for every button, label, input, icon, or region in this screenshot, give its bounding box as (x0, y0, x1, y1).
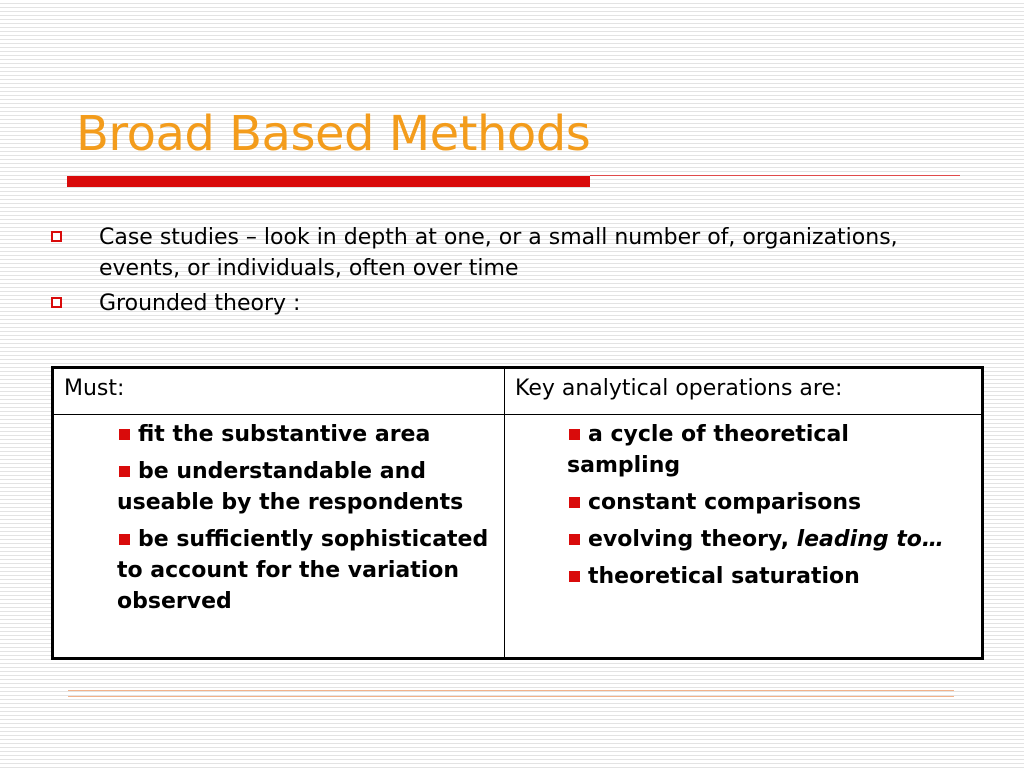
hollow-square-bullet-icon (51, 231, 62, 242)
bullet-grounded-theory (46, 288, 946, 319)
bullet-case-studies (46, 222, 946, 284)
item-text: fit the substantive area (138, 422, 431, 447)
footer-rule-top (68, 690, 954, 691)
list-item (567, 524, 969, 555)
filled-square-bullet-icon (119, 534, 130, 545)
footer-rule-bottom (68, 696, 954, 697)
list-item (567, 561, 969, 592)
item-text: evolving theory, (588, 527, 797, 552)
title-underline-bar (67, 176, 590, 187)
title-underline-rule (590, 175, 960, 176)
item-text: theoretical saturation (588, 564, 860, 589)
table-header-row (53, 368, 983, 415)
list-item (567, 487, 969, 518)
must-cell (53, 415, 505, 659)
must-list (117, 419, 496, 617)
table-body-row (53, 415, 983, 659)
list-item (567, 419, 969, 481)
header-key-operations: Key analytical operations are: (505, 368, 983, 415)
filled-square-bullet-icon (569, 497, 580, 508)
slide-title: Broad Based Methods (76, 106, 591, 162)
item-emphasis: leading to… (796, 527, 944, 552)
grounded-theory-table (51, 366, 984, 660)
item-text: be understandable and useable by the respondents (117, 459, 464, 515)
filled-square-bullet-icon (569, 534, 580, 545)
filled-square-bullet-icon (569, 429, 580, 440)
list-item (117, 419, 496, 450)
item-text: constant comparisons (588, 490, 862, 515)
item-text: be sufficiently sophisticated to account for the variation observed (117, 527, 489, 614)
filled-square-bullet-icon (569, 571, 580, 582)
filled-square-bullet-icon (119, 466, 130, 477)
bullet-text: Case studies – look in depth at one, or a small number of, organizations, events, or individuals, often over time (99, 225, 898, 281)
list-item (117, 524, 496, 617)
list-item (117, 456, 496, 518)
operations-cell (505, 415, 983, 659)
hollow-square-bullet-icon (51, 297, 62, 308)
filled-square-bullet-icon (119, 429, 130, 440)
bullet-text: Grounded theory : (99, 291, 301, 316)
bullet-list (46, 222, 946, 323)
item-text: a cycle of theoretical sampling (567, 422, 849, 478)
operations-list (567, 419, 969, 592)
header-must: Must: (53, 368, 505, 415)
